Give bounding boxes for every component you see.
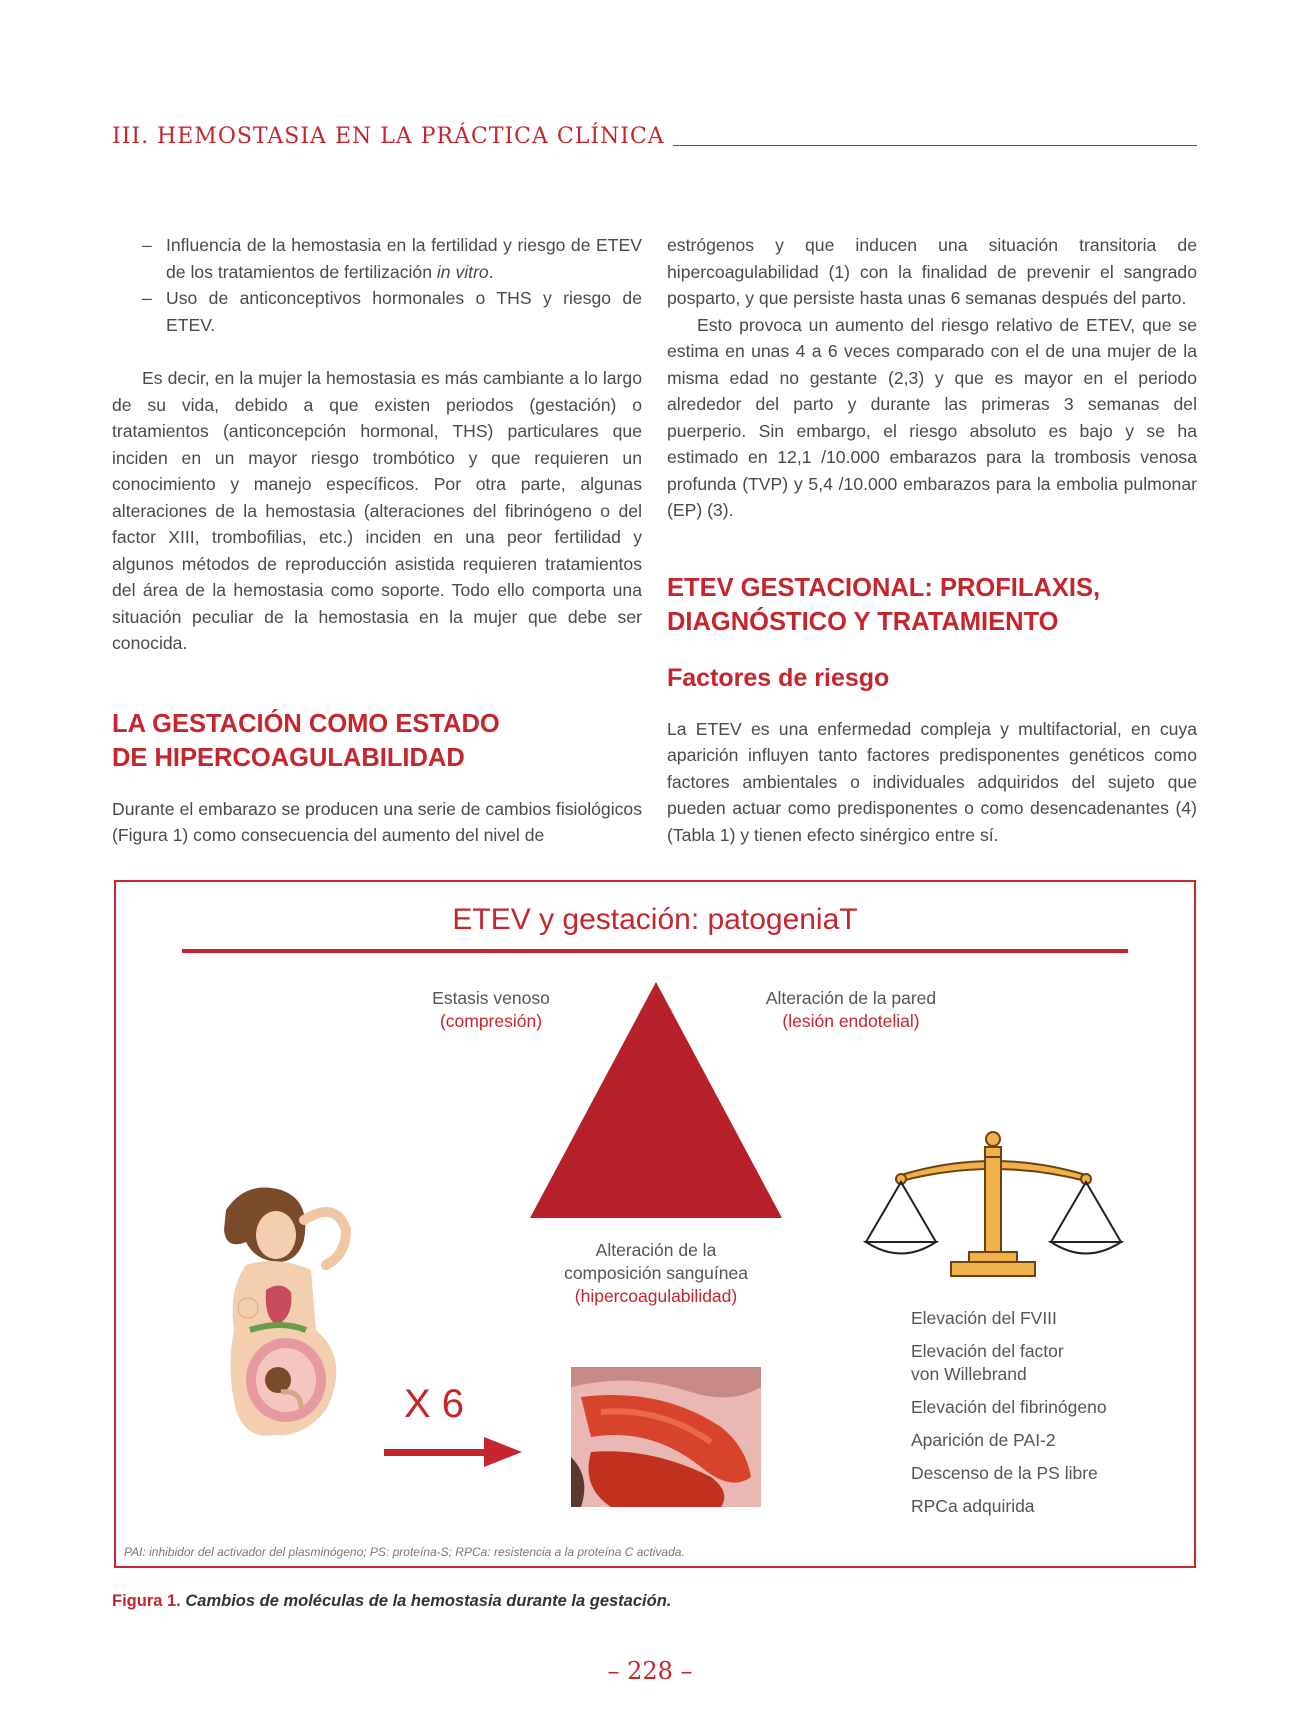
caption-text: Cambios de moléculas de la hemostasia durante la gestación. — [185, 1592, 672, 1610]
section-heading: ETEV GESTACIONAL: PROFILAXIS, DIAGNÓSTICO Y TRATAMIENTO — [667, 573, 1101, 636]
list-item: Aparición de PAI-2 — [911, 1430, 1056, 1450]
list-item: Descenso de la PS libre — [911, 1463, 1098, 1483]
page-number: – 228 – — [607, 1657, 693, 1685]
list-item: Elevación del fibrinógeno — [911, 1397, 1107, 1417]
paragraph: Es decir, en la mujer la hemostasia es más cambiante a lo largo de su vida, debido a que existen periodos (gestación) o tratamientos (anticoncepción hormonal, THS) particulares que inciden en un mayor riesgo trombótico y que requieren un conocimiento y manejo específicos. Por otra parte, algunas alteraciones de la hemostasia (alteraciones del fibrinógeno o del factor XIII, trombofilias, etc.) inciden en una peor fertilidad y algunos métodos de reproducción asistida requieren tratamientos del área de la hemostasia como soporte. Todo ello comporta una situación peculiar de la hemostasia en la mujer que debe ser conocida. — [112, 368, 642, 653]
figure-title-rule — [182, 949, 1128, 953]
bullet-list — [112, 232, 642, 338]
wall-text: Alteración de la pared — [765, 988, 937, 1008]
composition-text-2: composición sanguínea — [564, 1263, 748, 1283]
caption-label: Figura 1. — [112, 1592, 181, 1610]
right-column — [667, 232, 1197, 848]
list-item — [911, 1340, 1107, 1386]
list-item-line: Elevación del factor — [911, 1341, 1064, 1361]
virchow-triangle — [526, 978, 786, 1223]
stasis-text: Estasis venoso — [432, 988, 550, 1008]
bullet-text: Influencia de la hemostasia en la fertilidad y riesgo de ETEV de los tratamientos de fertilización — [166, 235, 642, 282]
figure-footnote: PAI: inhibidor del activador del plasminógeno; PS: proteína-S; RPCa: resistencia a la proteína C activada. — [124, 1545, 685, 1559]
left-column — [112, 232, 642, 849]
paragraph: Durante el embarazo se producen una serie de cambios fisiológicos (Figura 1) como consecuencia del aumento del nivel de — [112, 798, 642, 845]
composition-text-1: Alteración de la — [595, 1240, 717, 1260]
list-item — [142, 232, 642, 285]
section-heading: LA GESTACIÓN COMO ESTADO DE HIPERCOAGULABILIDAD — [112, 709, 500, 772]
figure-title: ETEV y gestación: patogeniaT — [452, 903, 858, 936]
list-item: RPCa adquirida — [911, 1496, 1035, 1516]
composition-detail: (hipercoagulabilidad) — [574, 1286, 738, 1306]
stasis-detail: (compresión) — [439, 1011, 543, 1031]
pregnant-woman-illustration — [186, 1180, 376, 1450]
bullet-italic: in vitro — [436, 261, 489, 282]
running-header — [112, 118, 1197, 148]
triangle-shape — [530, 982, 782, 1218]
bullet-end: . — [488, 261, 494, 282]
risk-multiplier: X 6 — [404, 1382, 465, 1426]
wall-detail: (lesión endotelial) — [782, 1011, 920, 1031]
section-title: III. HEMOSTASIA EN LA PRÁCTICA CLÍNICA — [112, 124, 665, 149]
figure-caption — [112, 1592, 671, 1611]
list-item — [142, 285, 642, 338]
paragraph: estrógenos y que inducen una situación transitoria de hipercoagulabilidad (1) con la finalidad de prevenir el sangrado posparto, y que persiste hasta unas 6 semanas después del parto. — [667, 235, 1197, 308]
thrombosis-photo — [571, 1367, 761, 1507]
paragraph: Esto provoca un aumento del riesgo relativo de ETEV, que se estima en unas 4 a 6 veces comparado con el de una mujer de la misma edad no gestante (2,3) y que es mayor en el periodo alrededor del parto y durante las primeras 3 semanas del puerperio. Sin embargo, el riesgo absoluto es bajo y se ha estimado en 12,1 /10.000 embarazos para la trombosis venosa profunda (TVP) y 5,4 /10.000 embarazos para la embolia pulmonar (EP) (3). — [667, 314, 1197, 520]
hemostasis-changes-list — [911, 1307, 1107, 1528]
composition-label — [536, 1239, 776, 1308]
arrow-right-icon — [384, 1437, 524, 1467]
header-rule — [673, 145, 1197, 146]
subsection-heading: Factores de riesgo — [667, 663, 890, 692]
paragraph: La ETEV es una enfermedad compleja y multifactorial, en cuya aparición influyen tanto factores predisponentes genéticos como factores ambientales o individuales adquiridos del sujeto que pueden actuar como predisponentes o como desencadenantes (4) (Tabla 1) y tienen efecto sinérgico entre sí. — [667, 718, 1197, 845]
list-item: Elevación del FVIII — [911, 1308, 1057, 1328]
bullet-text: Uso de anticonceptivos hormonales o THS y riesgo de ETEV. — [166, 288, 642, 335]
balance-scale-icon — [861, 1127, 1126, 1292]
list-item-line: von Willebrand — [911, 1364, 1027, 1384]
figure-1 — [114, 880, 1196, 1568]
